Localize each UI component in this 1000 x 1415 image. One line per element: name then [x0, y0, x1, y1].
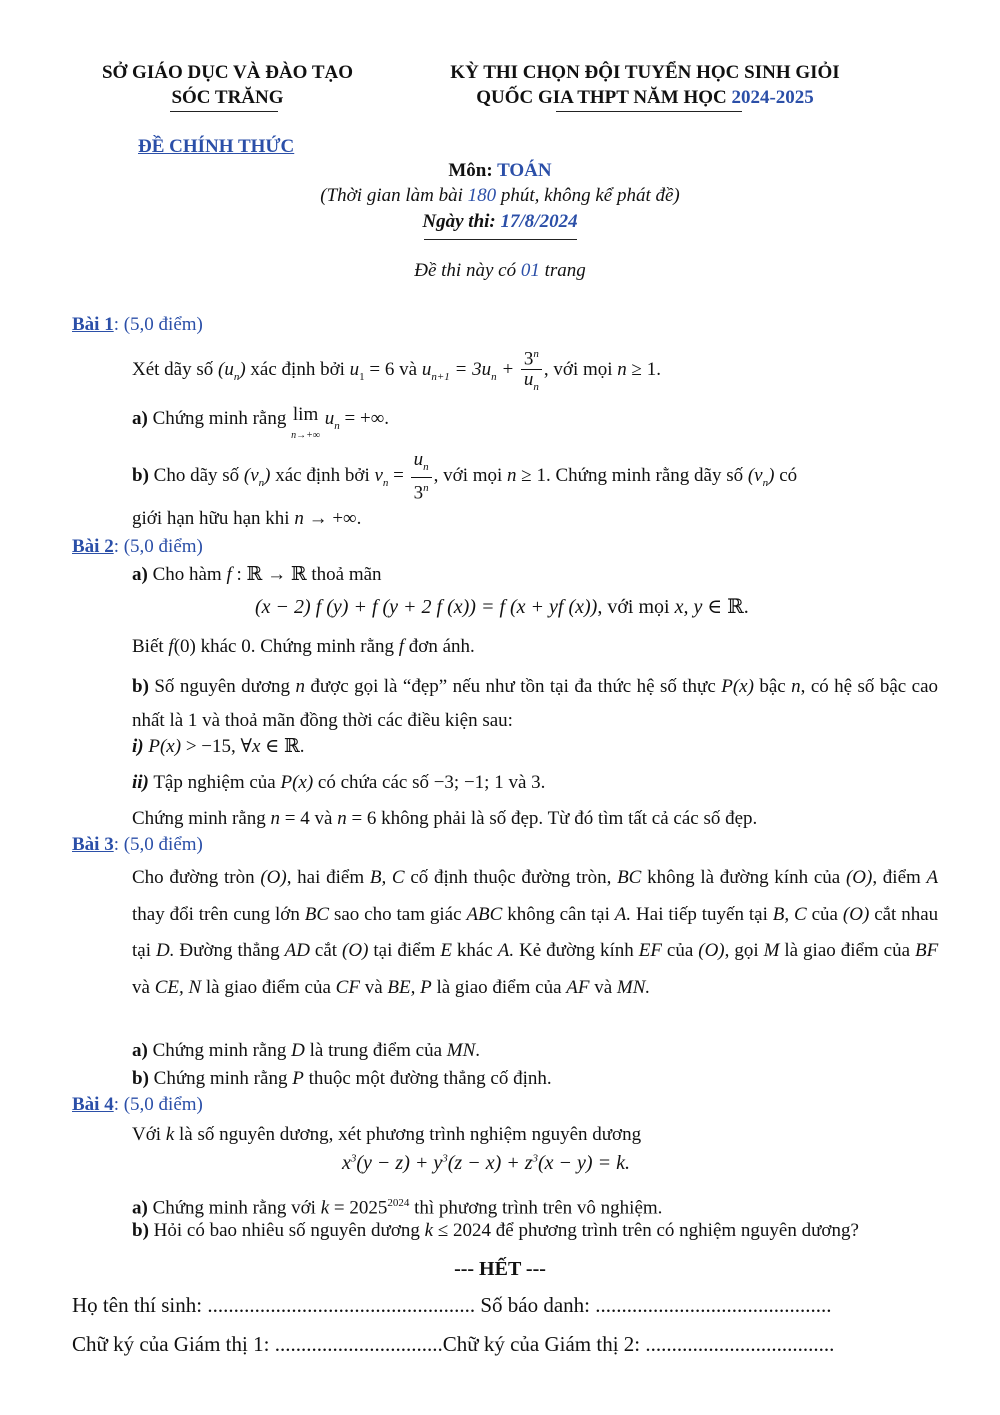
- bai1-intro-c: và: [399, 359, 418, 380]
- bai1-intro-b: xác định bởi: [250, 359, 345, 380]
- bai3-part-a-label: a): [132, 1040, 148, 1061]
- footer-name-line: [72, 1293, 942, 1318]
- bai1-part-a-label: a): [132, 408, 148, 429]
- bai3-part-a-text1: Chứng minh rằng: [152, 1040, 287, 1061]
- bai3-part-b-text2: thuộc một đường thẳng cố định.: [308, 1068, 552, 1089]
- bai2-part-b: b) Số nguyên dương n được gọi là “đẹp” nếu như tồn tại đa thức hệ số thực P(x) bậc n, có hệ số bậc cao nhất là 1 và thoả mãn đồng thời các điều kiện sau:: [132, 676, 938, 731]
- bai2-cond-ii: ii) Tập nghiệm của P(x) có chứa các số −3; −1; 1 và 3.: [132, 772, 546, 793]
- bai2-part-b-text2: được gọi là “đẹp” nếu như tồn tại đa thức hệ số thực: [310, 676, 716, 697]
- bai2-part-a: a) Cho hàm f : ℝ → ℝ thoả mãn: [132, 564, 382, 585]
- bai1-part-a: a) Chứng minh rằng lim n→+∞ $u_n$ = +∞.: [132, 406, 938, 445]
- header-right-underline: [556, 111, 742, 112]
- bai4-part-b-text2: để phương trình trên có nghiệm nguyên dương?: [495, 1220, 859, 1241]
- bai3-p15: cắt: [314, 940, 338, 961]
- bai4-part-b-label: b): [132, 1220, 149, 1241]
- time-prefix: (Thời gian làm bài: [320, 185, 468, 206]
- bai3-p2: , hai điểm: [286, 867, 365, 888]
- bai3-part-b-label: b): [132, 1068, 149, 1089]
- bai1-part-b-cont: giới hạn hữu hạn khi n → +∞.: [132, 508, 362, 529]
- bai2-cond-ii-label: ii): [132, 772, 149, 793]
- bai3-p3: cố định thuộc đường tròn,: [410, 867, 612, 888]
- bai3-p4: không là đường kính: [647, 867, 809, 888]
- bai2-equation: (x − 2) f (y) + f (y + 2 f (x)) = f (x + yf (x)), với mọi x, y ∈ ℝ.: [255, 596, 749, 618]
- exam-date-value: 17/8/2024: [500, 211, 578, 232]
- bai1-intro-d: , với mọi: [543, 359, 613, 380]
- bai2-part-a-text2: thoả mãn: [311, 564, 382, 585]
- id-label: Số báo danh:: [475, 1293, 596, 1317]
- bai4-part-a-label: a): [132, 1197, 148, 1219]
- header-right-line2: [395, 87, 895, 109]
- bai1-part-b-text3: , với mọi: [433, 464, 503, 486]
- bai3-p26: và: [594, 976, 613, 998]
- header-year: 2024-2025: [731, 87, 814, 108]
- bai1-part-b-text4: . Chứng minh rằng dãy số: [545, 464, 744, 486]
- bai3-p17: khác: [456, 940, 493, 961]
- bai2-part-a-text5: đơn ánh.: [408, 636, 475, 657]
- exam-date-label: Ngày thi:: [422, 211, 501, 232]
- bai2-part-b-text1: Số nguyên dương: [154, 676, 291, 697]
- bai3-p18: Kẻ đường kính: [519, 940, 634, 961]
- subject-name: TOÁN: [497, 160, 552, 181]
- time-suffix: phút, không kể phát đề): [496, 185, 680, 206]
- bai2-conclusion1: Chứng minh rằng: [132, 808, 266, 829]
- bai3-p11: tiếp tuyến tại: [668, 903, 768, 925]
- bai3-p1: Cho đường tròn: [132, 867, 255, 888]
- bai2-points: : (5,0 điểm): [113, 536, 203, 557]
- sig1-field: ................................: [274, 1332, 443, 1356]
- header-right-prefix: QUỐC GIA THPT NĂM HỌC: [476, 87, 732, 108]
- bai2-label: Bài 2: [72, 536, 114, 557]
- bai3-p9: không cân tại: [507, 903, 610, 925]
- sig2-label: Chữ ký của Giám thị 2:: [442, 1332, 646, 1356]
- bai2-part-a-text4: khác 0. Chứng minh rằng: [200, 636, 395, 657]
- bai1-intro-a: Xét dãy số: [132, 359, 214, 380]
- bai3-points: : (5,0 điểm): [113, 834, 203, 855]
- bai3-part-a: a) Chứng minh rằng D là trung điểm của MN.: [132, 1040, 481, 1061]
- bai3-p19: của: [666, 940, 694, 961]
- bai2-part-b-label: b): [132, 676, 149, 697]
- bai2-conclusion2: và: [314, 808, 333, 829]
- page-count-prefix: Đề thi này có: [414, 260, 521, 281]
- bai1-label: Bài 1: [72, 314, 114, 335]
- time-line: [0, 185, 1000, 207]
- footer-signature-line: [72, 1332, 942, 1357]
- bai3-p6: , điểm: [872, 867, 921, 888]
- bai1-part-b-label: b): [132, 464, 149, 486]
- bai1-part-a-text: Chứng minh rằng: [152, 408, 287, 429]
- page-count-line: [0, 260, 1000, 282]
- bai2-part-a-label: a): [132, 564, 148, 585]
- bai3-part-b-text1: Chứng minh rằng: [153, 1068, 288, 1089]
- name-field: ...................................................: [207, 1293, 476, 1317]
- time-minutes: 180: [467, 185, 497, 206]
- id-field: .............................................: [595, 1293, 832, 1317]
- exam-date-line: [0, 211, 1000, 233]
- sig2-field: ....................................: [645, 1332, 835, 1356]
- sig1-label: Chữ ký của Giám thị 1:: [72, 1332, 275, 1356]
- bai2-part-a-cont: Biết f(0) khác 0. Chứng minh rằng f đơn ánh.: [132, 636, 475, 657]
- bai4-intro1: Với: [132, 1124, 162, 1145]
- bai3-p12: của: [811, 903, 838, 925]
- header-right-line1: KỲ THI CHỌN ĐỘI TUYỂN HỌC SINH GIỎI: [450, 62, 840, 83]
- bai3-p25: là giao điểm của: [436, 976, 562, 998]
- bai2-part-b-text5: hệ số bậc cao nhất là 1 và thoả mãn đồng thời các điều kiện sau:: [132, 676, 938, 731]
- bai1-vn-fraction: $\frac{u_n}{3^n}$: [411, 450, 432, 503]
- bai2-part-b-text4: , có: [800, 676, 829, 697]
- page-count-value: 01: [520, 260, 540, 281]
- bai1-part-b-text6: giới hạn hữu hạn khi: [132, 508, 290, 529]
- page-count-suffix: trang: [539, 260, 586, 281]
- bai4-intro: Với k là số nguyên dương, xét phương trình nghiệm nguyên dương: [132, 1124, 642, 1145]
- official-label: ĐỀ CHÍNH THỨC: [138, 136, 295, 157]
- bai1-part-b: b) Cho dãy số $(v_n)$ xác định bởi $v_n$ = $\frac{u_n}{3^n}$ , với mọi n ≥ 1. Chứng minh rằng dãy số $(v_n)$ có: [132, 449, 798, 504]
- bai3-p8: sao cho tam giác: [333, 903, 462, 925]
- bai2-equation-suffix: , với mọi: [597, 596, 670, 618]
- bai3-p22: và: [132, 976, 150, 998]
- bai4-equation: $x^3(y - z) + y^3(z - x) + z^3(x - y) = k$.: [342, 1152, 630, 1174]
- bai1-heading: [72, 314, 203, 336]
- bai3-p16: tại điểm: [373, 940, 436, 961]
- bai3-p24: và: [364, 976, 383, 998]
- bai3-label: Bài 3: [72, 834, 114, 855]
- bai3-part-a-text2: là trung điểm của: [309, 1040, 443, 1061]
- bai2-heading: [72, 536, 203, 558]
- bai3-p10: Hai: [636, 903, 664, 925]
- bai1-part-b-text5: có: [779, 464, 798, 486]
- bai3-p21: là giao điểm của: [784, 940, 911, 961]
- date-underline: [424, 239, 577, 240]
- bai2-cond-i-label: i): [132, 736, 144, 757]
- subject-line: [0, 160, 1000, 182]
- bai4-label: Bài 4: [72, 1094, 114, 1115]
- bai2-part-b-text3: bậc: [759, 676, 786, 697]
- name-label: Họ tên thí sinh:: [72, 1293, 208, 1317]
- bai2-conclusion: Chứng minh rằng n = 4 và n = 6 không phải là số đẹp. Từ đó tìm tất cả các số đẹp.: [132, 808, 758, 829]
- bai4-part-a-text2: thì phương trình trên vô nghiệm.: [414, 1197, 663, 1219]
- bai2-cond-ii-text2: có chứa các số: [317, 772, 429, 793]
- bai1-part-b-text1: Cho dãy số: [153, 464, 240, 486]
- bai3-p5: của: [813, 867, 841, 888]
- bai4-points: : (5,0 điểm): [113, 1094, 203, 1115]
- bai4-part-a-text1: Chứng minh rằng với: [152, 1197, 316, 1219]
- bai4-intro2: là số nguyên dương, xét phương trình nghiệm nguyên dương: [179, 1124, 642, 1145]
- bai3-heading: [72, 834, 203, 856]
- header-left-underline: [170, 111, 278, 112]
- bai4-part-b-text1: Hỏi có bao nhiêu số nguyên dương: [153, 1220, 420, 1241]
- bai4-part-b: b) Hỏi có bao nhiêu số nguyên dương k ≤ 2024 để phương trình trên có nghiệm nguyên dương?: [132, 1220, 859, 1241]
- subject-label: Môn:: [448, 160, 498, 181]
- bai3-part-b: b) Chứng minh rằng P thuộc một đường thẳng cố định.: [132, 1068, 552, 1089]
- bai3-p13: cắt nhau tại: [132, 903, 939, 961]
- bai3-p7: thay đổi trên cung lớn: [132, 903, 300, 925]
- header-left-line2: SÓC TRĂNG: [171, 87, 284, 108]
- end-label: --- HẾT ---: [454, 1258, 546, 1280]
- bai3-body: Cho đường tròn (O), hai điểm B, C cố định thuộc đường tròn, BC không là đường kính của (O), điểm A thay đổi trên cung lớn BC sao cho tam giác ABC không cân tại A. Hai tiếp tuyến tại B, C của (O) cắt nhau tại D. Đường thẳng AD cắt (O) tại điểm E khác A. Kẻ đường kính EF của (O), gọi M là giao điểm của BF và CE, N là giao điểm của CF và BE, P là giao điểm của AF và MN.: [132, 867, 939, 998]
- limit-expr: lim n→+∞: [291, 404, 321, 441]
- bai2-cond-ii-text3: và 3.: [508, 772, 546, 793]
- header-left-line1: SỞ GIÁO DỤC VÀ ĐÀO TẠO: [101, 62, 354, 83]
- bai3-p20: , gọi: [724, 940, 759, 961]
- bai2-cond-i: i) P(x) > −15, ∀x ∈ ℝ.: [132, 736, 305, 757]
- bai3-p14: Đường thẳng: [179, 940, 280, 961]
- bai2-part-a-text1: Cho hàm: [152, 564, 222, 585]
- bai2-conclusion3: không phải là số đẹp. Từ đó tìm tất cả các số đẹp.: [381, 808, 758, 829]
- bai4-heading: [72, 1094, 203, 1116]
- bai1-part-b-text2: xác định bởi: [275, 464, 370, 486]
- bai4-part-a: a) Chứng minh rằng với $k = 2025^{2024}$ thì phương trình trên vô nghiệm.: [132, 1197, 663, 1219]
- bai1-fraction: $\frac{3^n}{u_n}$: [521, 344, 542, 397]
- bai1-intro: Xét dãy số $(u_n)$ xác định bởi $u_1 = 6$ và $u_{n+1} = 3u_n$ + $\frac{3^n}{u_n}$ , với mọi n ≥ 1.: [132, 344, 938, 403]
- bai3-p23: là giao điểm của: [205, 976, 331, 998]
- bai2-cond-ii-text1: Tập nghiệm của: [153, 772, 276, 793]
- bai2-part-a-text3: Biết: [132, 636, 164, 657]
- bai1-points: : (5,0 điểm): [113, 314, 203, 335]
